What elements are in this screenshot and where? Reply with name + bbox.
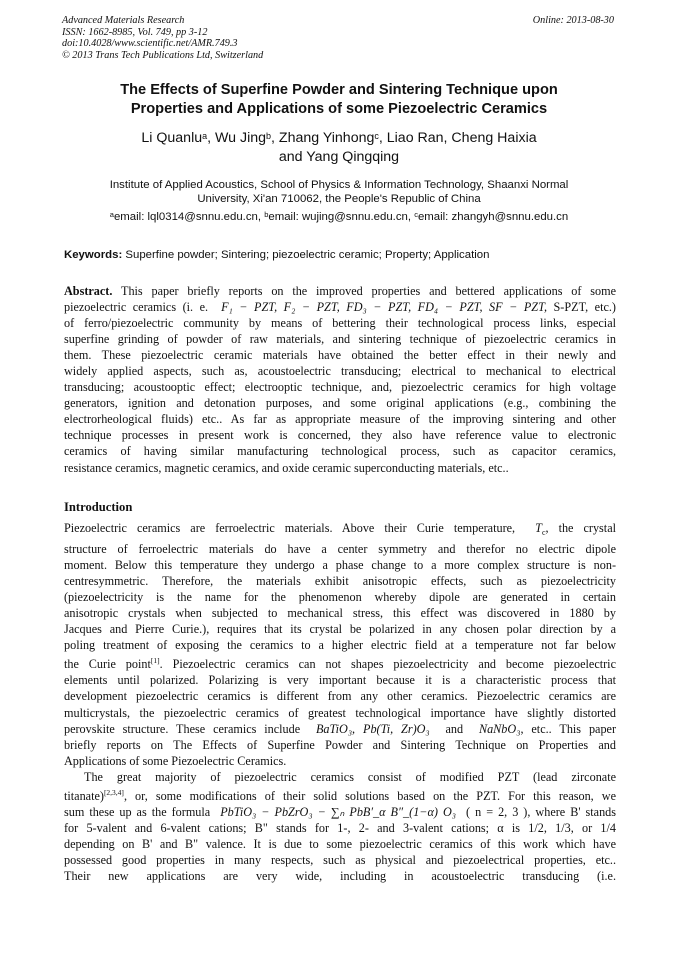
author-name: , Zhang Yinhong xyxy=(271,130,375,146)
online-date: Online: 2013-08-30 xyxy=(532,15,614,26)
intro-line: moment. Below this temperature they undergo a phase change to a more complex structure is non- xyxy=(64,558,616,573)
abstract-line: Abstract. This paper briefly reports on the improved properties and bettered applications of some xyxy=(64,284,616,298)
intro-line: development piezoelectric ceramics is different from any other ceramics. Piezoelectric ceramics are xyxy=(64,689,616,704)
email-mark: a xyxy=(109,210,114,219)
authors-line-2: and Yang Qingqing xyxy=(278,148,400,165)
formula-pzt-general: PbTiO₃ − PbZrO₃ − ∑ₙ PbB′_α B″_(1−α) O₃ xyxy=(220,804,457,819)
abstract-line: technique processes in present work is concerned, they also have reference value to electronic xyxy=(64,428,616,443)
curie-temperature-symbol: $T_c$ xyxy=(535,521,546,537)
author-name: , Wu Jing xyxy=(207,130,267,146)
section-heading-introduction: Introduction xyxy=(64,500,133,514)
intro-line: centresymmetric. Therefore, the materials exhibit anisotropic effects, such as piezoelectricity xyxy=(64,574,616,589)
formula-ceramics: BaTiO₃, Pb(Ti, Zr)O₃ xyxy=(315,721,430,736)
author-name: , Liao Ran, Cheng Haixia xyxy=(378,130,537,146)
abstract-line: piezoelectric ceramics (i. e. F₁ − PZT, F₂ − PZT, FD₃ − PZT, FD₄ − PZT, SF − PZT, S-PZT, etc.) xyxy=(64,300,616,315)
abstract xyxy=(64,283,616,476)
email-address: email: wujing@snnu.edu.cn, xyxy=(268,211,415,223)
doi-line: doi:10.4028/www.scientific.net/AMR.749.3 xyxy=(62,38,238,50)
email-mark: b xyxy=(264,210,269,219)
journal-header xyxy=(62,15,263,61)
formula-pzt-list: F₁ − PZT, F₂ − PZT, FD₃ − PZT, FD₄ − PZT, SF − PZT, xyxy=(221,300,547,315)
intro-line: poling treatment of exposing the ceramics to a higher electric field at a temperature not far below xyxy=(64,638,616,653)
intro-line: for 5-valent and 6-valent cations; B" stands for 1-, 2- and 3-valent cations; α is 1/2, 1/3, or 1/4 xyxy=(64,820,616,835)
keywords xyxy=(64,248,616,262)
affiliation-line-1: Institute of Applied Acoustics, School of Physics & Information Technology, Shaanxi Normal xyxy=(109,179,569,191)
author-emails xyxy=(40,210,638,224)
intro-line: the Curie point[1]. Piezoelectric ceramics can not shapes piezoelectricity and become piezoelectric xyxy=(64,656,616,672)
affiliation-line-2: University, Xi'an 710062, the People's Republic of China xyxy=(197,193,481,206)
author-list xyxy=(40,129,638,166)
authors-line-1 xyxy=(40,129,638,148)
author-name: Li Quanlu xyxy=(141,130,203,146)
formula-nanbo3: NaNbO₃ xyxy=(478,721,521,736)
intro-line: sum these up as the formula PbTiO₃ − PbZrO₃ − ∑ₙ PbB′_α B″_(1−α) O₃ ( n = 2, 3 ), where B' stands xyxy=(64,804,616,819)
author-affil-mark: c xyxy=(374,131,379,141)
abstract-line: widely applied aspects, such as, acoustoelectric transducing; electrical to mechanical to electrical xyxy=(64,364,616,379)
citation-ref: [1] xyxy=(150,656,160,666)
abstract-label: Abstract. xyxy=(64,284,113,298)
intro-line: anisotropic crystals when subjected to mechanical stress, this effect was discovered in 1880 by xyxy=(64,606,616,621)
copyright-line: © 2013 Trans Tech Publications Ltd, Switzerland xyxy=(62,49,264,61)
abstract-line: generators, ignition and detonation purposes, and some original applications (e.g., combining the xyxy=(64,396,616,411)
abstract-line: superfine grinding of powder of raw materials, and sintering technique of piezoelectric ceramics in xyxy=(64,332,616,347)
intro-line: titanate)[2,3,4], or, some modifications of their solid solutions based on the PZT. For this reason, we xyxy=(64,787,616,803)
introduction-body xyxy=(64,520,616,884)
intro-line: structure of ferroelectric materials do have a center symmetry and therefor no electric dipole xyxy=(64,542,616,557)
issn-line: ISSN: 1662-8985, Vol. 749, pp 3-12 xyxy=(62,26,208,38)
intro-line: Piezoelectric ceramics are ferroelectric materials. Above their Curie temperature, $T_c$, the crystal xyxy=(64,521,616,537)
abstract-line: of ferro/piezoelectric community by means of bettering their technological process links, especial xyxy=(64,316,616,331)
email-mark: c xyxy=(414,210,418,219)
paper-title xyxy=(40,81,638,120)
author-affil-mark: a xyxy=(202,131,208,141)
author-affil-mark: b xyxy=(266,131,272,141)
title-line-2: Properties and Applications of some Piezoelectric Ceramics xyxy=(130,101,548,118)
intro-line: Their new applications are very wide, including in acoustoelectric transducing (i.e. xyxy=(64,868,616,883)
abstract-line: transducing; acoustooptic effect; electrooptic technique, and, piezoelectric ceramics for high voltage xyxy=(64,380,616,395)
affiliation xyxy=(60,178,618,207)
keywords-label: Keywords: xyxy=(64,249,123,261)
abstract-line: electrorheological fluids) etc.. As far as appropriate measure of the improving sintering and other xyxy=(64,412,616,427)
intro-line: depending on B' and B" valence. It is due to some piezoelectric ceramics of this work which have xyxy=(64,836,616,851)
intro-line: elements until polarized. Polarizing is very important because it is a characteristic process that xyxy=(64,673,616,688)
email-address: email: lql0314@snnu.edu.cn, xyxy=(113,211,265,223)
abstract-line: resistance ceramics, magnetic ceramics, and oxide ceramic superconducting materials, etc.. xyxy=(64,460,509,475)
intro-line: multicrystals, the piezoelectric ceramics of greatest technological importance have slightly distorted xyxy=(64,705,616,720)
intro-line: briefly reports on The Effects of Superfine Powder and Sintering Technique on Properties and xyxy=(64,737,616,752)
intro-line: Applications of some Piezoelectric Ceramics. xyxy=(64,753,287,768)
intro-line: (piezoelectricity is the name for the phenomenon whereby dipole are generated in certain xyxy=(64,590,616,605)
intro-line: perovskite structure. These ceramics include BaTiO₃, Pb(Ti, Zr)O₃ and NaNbO₃, etc.. This paper xyxy=(64,721,617,736)
email-address: email: zhangyh@snnu.edu.cn xyxy=(417,211,569,223)
intro-line: Jacques and Pierre Curie.), requires that its crystal be polarized in any chosen polar direction by a xyxy=(64,622,616,637)
title-line-1: The Effects of Superfine Powder and Sintering Technique upon xyxy=(120,82,558,98)
citation-ref: [2,3,4] xyxy=(103,787,124,797)
intro-line: The great majority of piezoelectric ceramics consist of modified PZT (lead zirconate xyxy=(84,769,616,784)
journal-name: Advanced Materials Research xyxy=(62,15,185,26)
intro-line: possessed good properties in many respects, such as physical and piezoelectrical properties, etc.. xyxy=(64,852,616,867)
keywords-text: Superfine powder; Sintering; piezoelectric ceramic; Property; Application xyxy=(122,249,490,261)
abstract-line: them. These piezoelectric ceramic materials have obtained the better effect in their newly and xyxy=(64,348,616,363)
abstract-line: ceramics of having similar manufacturing technological process, such as capacitor ceramics, xyxy=(64,444,616,459)
